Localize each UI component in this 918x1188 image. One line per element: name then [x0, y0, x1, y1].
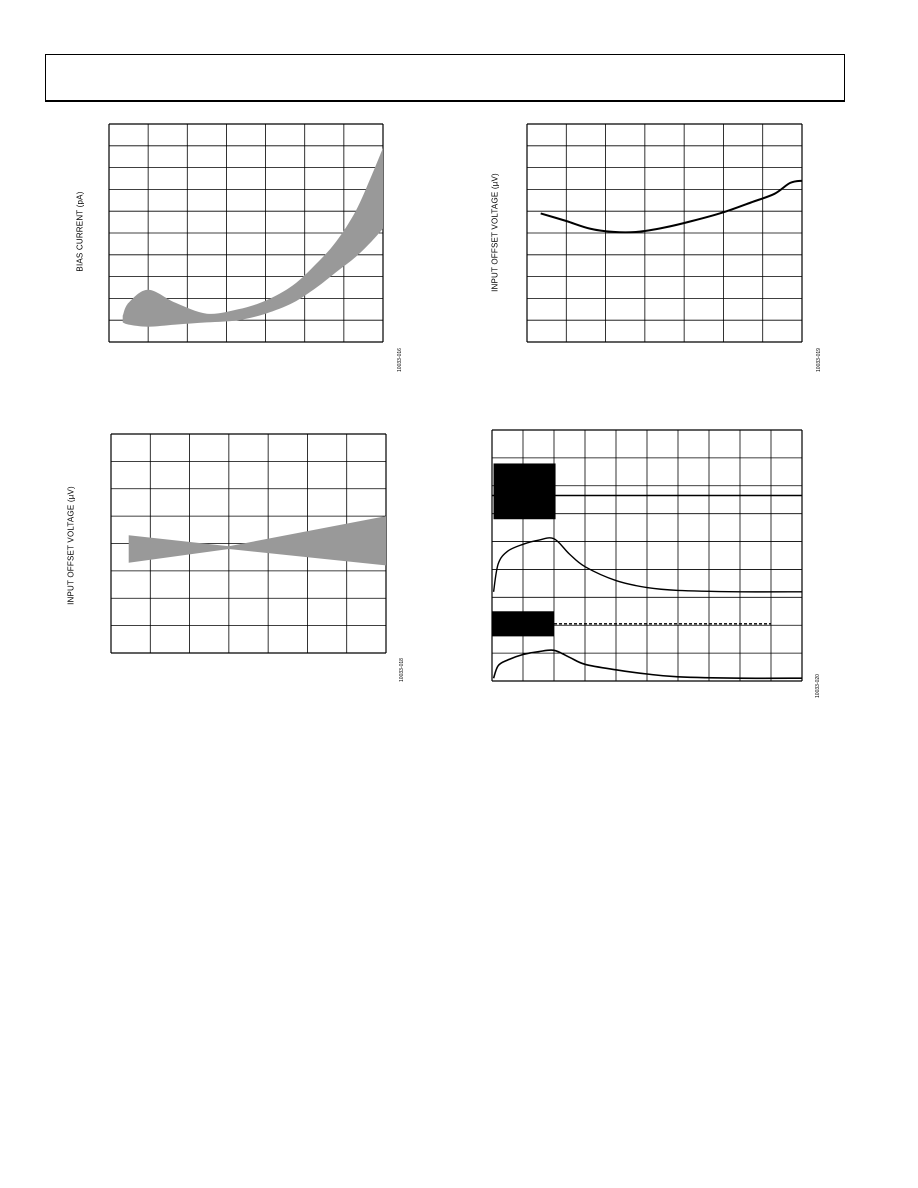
chart1-y-axis-label: BIAS CURRENT (pA) [75, 191, 85, 272]
transient-response-chart [492, 430, 802, 681]
offset-voltage-line-chart [527, 124, 802, 342]
signal-block [492, 611, 554, 636]
chart3-y-axis-label: INPUT OFFSET VOLTAGE (µV) [66, 486, 76, 605]
chart2-figure-code: 10033-019 [816, 348, 822, 372]
chart2-y-axis-label: INPUT OFFSET VOLTAGE (µV) [490, 173, 500, 292]
chart4-figure-code: 10033-020 [815, 674, 821, 698]
bias-current-chart [109, 124, 383, 342]
offset-voltage-band-chart [111, 434, 386, 653]
grid [527, 124, 802, 342]
trace-line [494, 538, 802, 592]
chart1-figure-code: 10033-016 [397, 348, 403, 372]
page-header-box [45, 54, 845, 102]
trace-line [494, 650, 802, 678]
data-band [129, 516, 386, 565]
chart3-figure-code: 10033-018 [399, 658, 405, 682]
signal-block [494, 463, 556, 519]
